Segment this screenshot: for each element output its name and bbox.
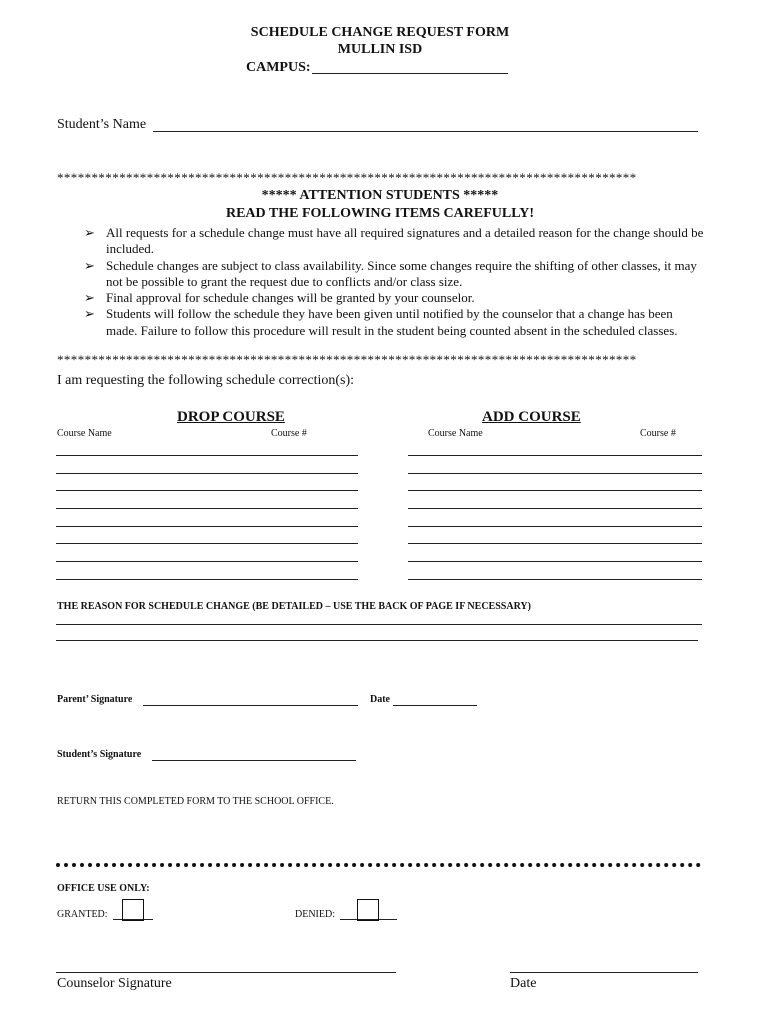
drop-course-number-header: Course #: [271, 428, 307, 439]
add-course-name-header: Course Name: [428, 428, 483, 439]
attention-heading: ***** ATTENTION STUDENTS *****: [261, 188, 499, 203]
student-signature-field[interactable]: [152, 760, 356, 761]
parent-date-field[interactable]: [393, 705, 477, 706]
add-course-line[interactable]: [408, 526, 702, 527]
form-title: SCHEDULE CHANGE REQUEST FORM: [250, 25, 510, 40]
granted-checkbox[interactable]: [122, 899, 144, 921]
instruction-list: [84, 225, 704, 339]
add-course-heading: ADD COURSE: [482, 409, 581, 425]
arrow-bullet-icon: ➢: [84, 257, 95, 273]
add-course-line[interactable]: [408, 508, 702, 509]
parent-date-label: Date: [370, 694, 390, 705]
campus-field[interactable]: [312, 73, 508, 74]
reason-line[interactable]: [56, 640, 698, 641]
drop-course-heading: DROP COURSE: [177, 409, 285, 425]
office-use-heading: OFFICE USE ONLY:: [57, 883, 150, 894]
student-name-field[interactable]: [153, 131, 698, 132]
add-course-line[interactable]: [408, 473, 702, 474]
list-item: ➢ Students will follow the schedule they have been given until notified by the counselor that a change has been made. Failure to follow this procedure will result in the student being counted absent in the scheduled classes.: [84, 306, 678, 338]
arrow-bullet-icon: ➢: [84, 306, 95, 322]
parent-signature-label: Parent’ Signature: [57, 694, 133, 705]
add-course-line[interactable]: [408, 561, 702, 562]
reason-line[interactable]: [56, 624, 702, 625]
list-item: ➢ Schedule changes are subject to class availability. Since some changes require the shifting of other classes, it may not be possible to grant the request due to conflicts and/or class size.: [84, 257, 697, 289]
counselor-date-field[interactable]: [510, 972, 698, 973]
counselor-signature-label: Counselor Signature: [57, 976, 172, 991]
drop-course-line[interactable]: [56, 508, 358, 509]
add-course-line[interactable]: [408, 455, 702, 456]
denied-checkbox[interactable]: [357, 899, 379, 921]
drop-course-name-header: Course Name: [57, 428, 112, 439]
arrow-bullet-icon: ➢: [84, 225, 95, 240]
student-signature-label: Student’s Signature: [57, 749, 142, 760]
list-item: ➢ All requests for a schedule change must have all required signatures and a detailed reason for the change should be included.: [84, 225, 704, 257]
add-course-line[interactable]: [408, 490, 702, 491]
district-name: MULLIN ISD: [337, 42, 423, 57]
add-course-number-header: Course #: [640, 428, 676, 439]
granted-label: GRANTED:: [57, 909, 108, 920]
drop-course-line[interactable]: [56, 455, 358, 456]
return-note: RETURN THIS COMPLETED FORM TO THE SCHOOL OFFICE.: [57, 796, 334, 807]
drop-course-line[interactable]: [56, 543, 358, 544]
drop-course-line[interactable]: [56, 526, 358, 527]
list-item: ➢ Final approval for schedule changes will be granted by your counselor.: [84, 290, 475, 306]
drop-course-line[interactable]: [56, 579, 358, 580]
request-intro: I am requesting the following schedule correction(s):: [57, 373, 355, 388]
office-divider: [56, 863, 701, 867]
arrow-bullet-icon: ➢: [84, 290, 95, 306]
drop-course-line[interactable]: [56, 473, 358, 474]
add-course-line[interactable]: [408, 579, 702, 580]
attention-subheading: READ THE FOLLOWING ITEMS CAREFULLY!: [225, 206, 535, 221]
add-course-line[interactable]: [408, 543, 702, 544]
parent-signature-field[interactable]: [143, 705, 358, 706]
separator-bottom: ************************************************************************************: [57, 352, 637, 367]
separator-top: ************************************************************************************: [57, 170, 637, 185]
reason-label: THE REASON FOR SCHEDULE CHANGE (BE DETAILED – USE THE BACK OF PAGE IF NECESSARY): [57, 601, 531, 612]
student-name-label: Student’s Name: [57, 117, 147, 132]
drop-course-line[interactable]: [56, 490, 358, 491]
campus-label: CAMPUS:: [246, 60, 311, 75]
counselor-date-label: Date: [510, 976, 537, 991]
denied-label: DENIED:: [295, 909, 335, 920]
counselor-signature-field[interactable]: [56, 972, 396, 973]
drop-course-line[interactable]: [56, 561, 358, 562]
